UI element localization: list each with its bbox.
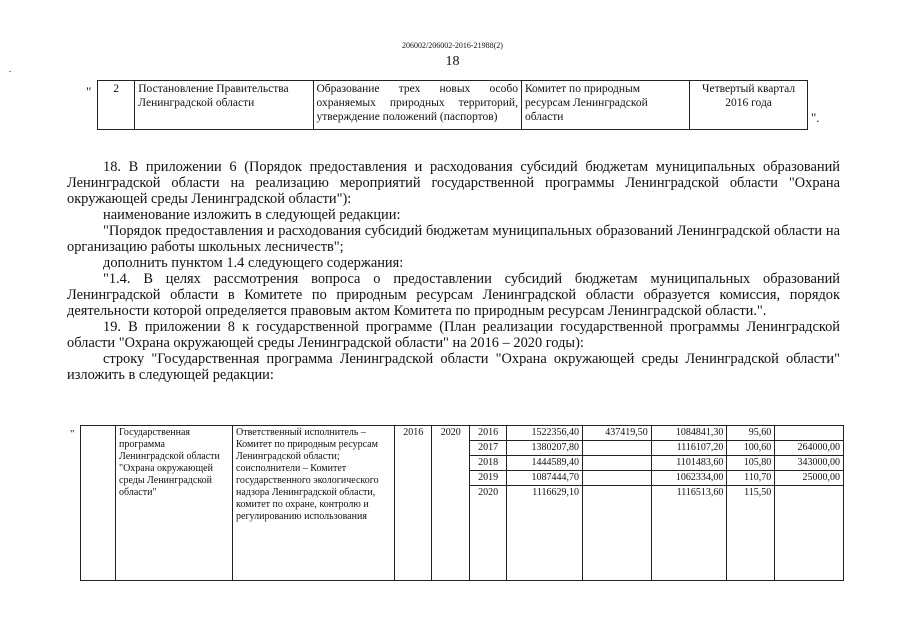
end-year: 2020 xyxy=(432,426,469,581)
responsible-executor: Ответственный исполнитель – Комитет по природным ресурсам Ленинградской области; соисполнители – Комитет государственного экологического надзора Ленинградской области, комитет по охране, контролю и регулированию использования xyxy=(233,426,395,581)
start-year: 2016 xyxy=(395,426,432,581)
local-cell: 95,60 xyxy=(727,426,775,441)
table1-open-quote: " xyxy=(86,84,92,99)
local-cell: 100,60 xyxy=(727,441,775,456)
year-cell: 2020 xyxy=(469,486,506,581)
federal-cell: 437419,50 xyxy=(583,426,652,441)
other-cell: 25000,00 xyxy=(775,471,844,486)
total-cell: 1522356,40 xyxy=(507,426,583,441)
program-name: Государственная программа Ленинградской области "Охрана окружающей среды Ленинградской области" xyxy=(116,426,233,581)
total-cell: 1087444,70 xyxy=(507,471,583,486)
row-description: Образование трех новых особо охраняемых природных территорий, утверждение положений (паспортов) xyxy=(313,81,521,130)
row-term: Четвертый квартал 2016 года xyxy=(690,81,808,130)
other-cell: 264000,00 xyxy=(775,441,844,456)
paragraph-1-4: "1.4. В целях рассмотрения вопроса о предоставлении субсидий бюджетам муниципальных образований Ленинградской области в Комитете по природным ресурсам Ленинградской области образуется комиссия, порядок деятельности которой определяется правовым актом Комитета по природным ресурсам Ленинградской области.". xyxy=(67,271,840,319)
row-executor: Комитет по природным ресурсам Ленинградской области xyxy=(521,81,689,130)
paragraph-new-title: "Порядок предоставления и расходования субсидий бюджетам муниципальных образований Ленинградской области на организацию работы школьных лесничеств"; xyxy=(67,223,840,255)
table1-close-quote: ". xyxy=(811,110,820,125)
year-cell: 2017 xyxy=(469,441,506,456)
paragraph-row: строку "Государственная программа Ленинградской области "Охрана окружающей среды Ленинградской области" изложить в следующей редакции: xyxy=(67,351,840,383)
regional-cell: 1062334,00 xyxy=(651,471,727,486)
total-cell: 1116629,10 xyxy=(507,486,583,581)
margin-tick: . xyxy=(9,64,12,74)
paragraph-18: 18. В приложении 6 (Порядок предоставления и расходования субсидий бюджетам муниципальных образований Ленинградской области на реализацию мероприятий государственной программы Ленинградской области "Охрана окружающей среды Ленинградской области"): xyxy=(67,159,840,207)
table-row xyxy=(81,426,844,441)
federal-cell xyxy=(583,486,652,581)
table-row xyxy=(98,81,808,130)
row-document: Постановление Правительства Ленинградской области xyxy=(135,81,313,130)
page-number: 18 xyxy=(445,54,460,69)
empty-cell xyxy=(81,426,116,581)
document-id: 206002/206002-2016-21988(2) xyxy=(402,41,503,50)
regional-cell: 1101483,60 xyxy=(651,456,727,471)
other-cell: 343000,00 xyxy=(775,456,844,471)
row-number: 2 xyxy=(98,81,135,130)
body-text xyxy=(67,159,840,383)
regional-cell: 1116513,60 xyxy=(651,486,727,581)
year-cell: 2018 xyxy=(469,456,506,471)
table2-open-quote: " xyxy=(70,428,75,440)
paragraph-name: наименование изложить в следующей редакции: xyxy=(103,207,401,223)
federal-cell xyxy=(583,441,652,456)
regional-cell: 1084841,30 xyxy=(651,426,727,441)
local-cell: 105,80 xyxy=(727,456,775,471)
total-cell: 1380207,80 xyxy=(507,441,583,456)
other-cell xyxy=(775,426,844,441)
total-cell: 1444589,40 xyxy=(507,456,583,471)
other-cell xyxy=(775,486,844,581)
local-cell: 115,50 xyxy=(727,486,775,581)
paragraph-add-1-4: дополнить пунктом 1.4 следующего содержания: xyxy=(103,255,404,271)
federal-cell xyxy=(583,471,652,486)
paragraph-19: 19. В приложении 8 к государственной программе (План реализации государственной программы Ленинградской области "Охрана окружающей среды Ленинградской области" на 2016 – 2020 годы): xyxy=(67,319,840,351)
plan-table xyxy=(97,80,808,130)
year-cell: 2019 xyxy=(469,471,506,486)
regional-cell: 1116107,20 xyxy=(651,441,727,456)
local-cell: 110,70 xyxy=(727,471,775,486)
federal-cell xyxy=(583,456,652,471)
year-cell: 2016 xyxy=(469,426,506,441)
program-table xyxy=(80,425,844,581)
